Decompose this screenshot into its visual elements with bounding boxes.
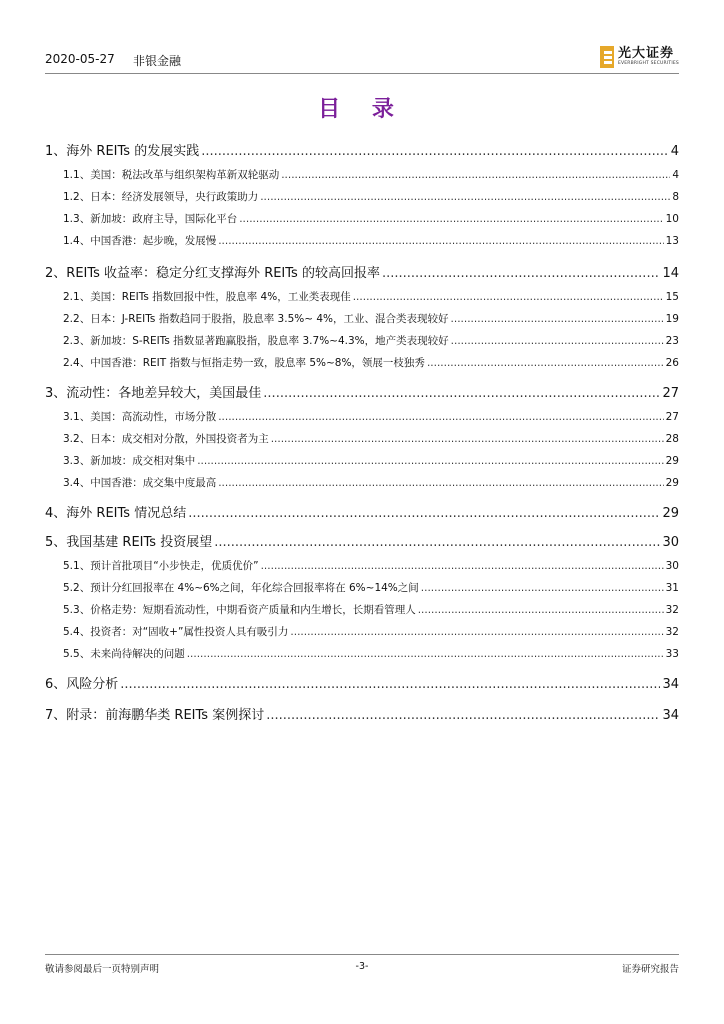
toc-entry-title: REITs 收益率：稳定分红支撑海外 REITs 的较高回报率 <box>66 266 380 281</box>
toc-entry-number: 6、 <box>45 677 67 692</box>
toc-section-entry[interactable] <box>45 211 679 226</box>
toc-entry-page: 14 <box>662 266 679 281</box>
toc-entry-title: 美国：REITs 指数回报中性，股息率 4%，工业类表现佳 <box>90 291 351 303</box>
toc-entry-number: 5.4、 <box>63 626 91 638</box>
toc-entry-title: 预计首批项目“小步快走，优质优价” <box>90 560 259 572</box>
toc-chapter-entry[interactable] <box>45 704 679 723</box>
disclaimer-note: 敬请参阅最后一页特别声明 <box>45 964 160 975</box>
toc-leader-dots <box>290 626 663 638</box>
toc-section-entry[interactable] <box>45 167 679 182</box>
toc-entry-page: 34 <box>662 708 679 723</box>
report-date: 2020-05-27 <box>45 52 115 66</box>
toc-chapter-entry[interactable] <box>45 531 679 550</box>
toc-entry-number: 5.3、 <box>63 604 91 616</box>
toc-section-entry[interactable] <box>45 646 679 661</box>
toc-leader-dots <box>266 708 660 723</box>
toc-leader-dots <box>261 560 664 572</box>
toc-section-entry[interactable] <box>45 475 679 490</box>
toc-entry-page: 33 <box>665 648 679 660</box>
toc-entry-title: 日本：J-REITs 指数趋同于股指，股息率 3.5%~ 4%，工业、混合类表现较好 <box>90 313 449 325</box>
header-divider <box>45 73 679 74</box>
toc-leader-dots <box>382 266 660 281</box>
toc-entry-number: 3、 <box>45 386 67 401</box>
toc-leader-dots <box>418 604 664 616</box>
toc-entry-page: 4 <box>672 169 679 181</box>
toc-entry-title: 投资者：对“固收+”属性投资人具有吸引力 <box>90 626 289 638</box>
toc-leader-dots <box>218 477 663 489</box>
toc-entry-number: 1.3、 <box>63 213 91 225</box>
toc-entry-title: 海外 REITs 的发展实践 <box>66 144 200 159</box>
toc-leader-dots <box>271 433 664 445</box>
toc-entry-title: 预计分红回报率在 4%~6%之间，年化综合回报率将在 6%~14%之间 <box>90 582 419 594</box>
toc-leader-dots <box>451 335 664 347</box>
toc-entry-page: 8 <box>672 191 679 203</box>
footer-divider <box>45 954 679 955</box>
toc-entry-title: 我国基建 REITs 投资展望 <box>66 535 213 550</box>
sector-label: 非银金融 <box>133 54 182 68</box>
toc-section-entry[interactable] <box>45 453 679 468</box>
toc-section-entry[interactable] <box>45 333 679 348</box>
toc-entry-page: 29 <box>665 455 679 467</box>
toc-entry-page: 13 <box>665 235 679 247</box>
toc-chapter-entry[interactable] <box>45 140 679 159</box>
toc-section-entry[interactable] <box>45 624 679 639</box>
toc-entry-title: 中国香港：REIT 指数与恒指走势一致，股息率 5%~8%，领展一枝独秀 <box>90 357 425 369</box>
toc-section-entry[interactable] <box>45 558 679 573</box>
toc-entry-title: 附录：前海鹏华类 REITs 案例探讨 <box>66 708 265 723</box>
toc-entry-page: 28 <box>665 433 679 445</box>
toc-entry-title: 价格走势：短期看流动性，中期看资产质量和内生增长，长期看管理人 <box>90 604 416 616</box>
company-logo <box>600 46 679 68</box>
toc-leader-dots <box>281 169 670 181</box>
toc-entry-title: 新加坡：S-REITs 指数显著跑赢股指，股息率 3.7%~4.3%，地产类表现较好 <box>90 335 449 347</box>
toc-entry-number: 3.4、 <box>63 477 91 489</box>
toc-leader-dots <box>451 313 664 325</box>
toc-section-entry[interactable] <box>45 311 679 326</box>
toc-entry-page: 19 <box>665 313 679 325</box>
toc-section-entry[interactable] <box>45 233 679 248</box>
toc-leader-dots <box>188 506 660 521</box>
toc-entry-number: 3.2、 <box>63 433 91 445</box>
toc-entry-page: 31 <box>665 582 679 594</box>
toc-entry-title: 美国：高流动性，市场分散 <box>90 411 217 423</box>
toc-entry-page: 15 <box>665 291 679 303</box>
toc-leader-dots <box>263 386 660 401</box>
toc-entry-number: 2、 <box>45 266 67 281</box>
toc-entry-title: 流动性：各地差异较大，美国最佳 <box>66 386 262 401</box>
toc-leader-dots <box>201 144 669 159</box>
toc-entry-page: 10 <box>665 213 679 225</box>
toc-entry-title: 日本：成交相对分散，外国投资者为主 <box>90 433 269 445</box>
page-number: -3- <box>355 961 369 972</box>
toc-entry-number: 5.2、 <box>63 582 91 594</box>
toc-entry-page: 26 <box>665 357 679 369</box>
toc-entry-page: 30 <box>665 560 679 572</box>
toc-section-entry[interactable] <box>45 189 679 204</box>
toc-entry-number: 1、 <box>45 144 67 159</box>
toc-entry-number: 1.4、 <box>63 235 91 247</box>
toc-chapter-entry[interactable] <box>45 262 679 281</box>
toc-leader-dots <box>427 357 664 369</box>
toc-leader-dots <box>218 411 663 423</box>
toc-entry-page: 29 <box>665 477 679 489</box>
toc-entry-number: 3.3、 <box>63 455 91 467</box>
toc-entry-title: 海外 REITs 情况总结 <box>66 506 187 521</box>
toc-entry-page: 4 <box>670 144 679 159</box>
toc-entry-title: 风险分析 <box>66 677 119 692</box>
toc-leader-dots <box>260 191 670 203</box>
toc-section-entry[interactable] <box>45 580 679 595</box>
report-type: 证券研究报告 <box>621 964 679 975</box>
toc-leader-dots <box>214 535 660 550</box>
toc-leader-dots <box>421 582 664 594</box>
toc-chapter-entry[interactable] <box>45 382 679 401</box>
toc-entry-page: 27 <box>665 411 679 423</box>
logo-e-icon <box>600 46 614 68</box>
toc-entry-page: 32 <box>665 604 679 616</box>
toc-entry-page: 27 <box>662 386 679 401</box>
toc-chapter-entry[interactable] <box>45 673 679 692</box>
toc-entry-title: 未来尚待解决的问题 <box>90 648 185 660</box>
toc-entry-number: 5.1、 <box>63 560 91 572</box>
toc-leader-dots <box>239 213 663 225</box>
toc-section-entry[interactable] <box>45 409 679 424</box>
toc-section-entry[interactable] <box>45 431 679 446</box>
toc-entry-title: 新加坡：成交相对集中 <box>90 455 196 467</box>
toc-entry-page: 34 <box>662 677 679 692</box>
toc-entry-page: 29 <box>662 506 679 521</box>
toc-leader-dots <box>187 648 664 660</box>
toc-entry-number: 1.2、 <box>63 191 91 203</box>
toc-chapter-entry[interactable] <box>45 502 679 521</box>
toc-entry-number: 3.1、 <box>63 411 91 423</box>
toc-entry-number: 7、 <box>45 708 67 723</box>
toc-entry-number: 2.4、 <box>63 357 91 369</box>
toc-entry-title: 中国香港：起步晚，发展慢 <box>90 235 217 247</box>
toc-entry-title: 日本：经济发展领导，央行政策助力 <box>90 191 259 203</box>
logo-chinese-name: 光大证券 <box>617 46 674 62</box>
toc-leader-dots <box>218 235 663 247</box>
toc-entry-number: 1.1、 <box>63 169 91 181</box>
toc-leader-dots <box>353 291 664 303</box>
toc-entry-page: 23 <box>665 335 679 347</box>
toc-entry-page: 32 <box>665 626 679 638</box>
toc-entry-number: 5.5、 <box>63 648 91 660</box>
toc-entry-title: 中国香港：成交集中度最高 <box>90 477 217 489</box>
toc-entry-page: 30 <box>662 535 679 550</box>
page-title: 目 录 <box>318 96 406 122</box>
toc-entry-number: 5、 <box>45 535 67 550</box>
toc-section-entry[interactable] <box>45 289 679 304</box>
toc-entry-title: 美国：税法改革与组织架构革新双轮驱动 <box>90 169 280 181</box>
toc-entry-number: 4、 <box>45 506 67 521</box>
toc-leader-dots <box>197 455 663 467</box>
toc-entry-number: 2.2、 <box>63 313 91 325</box>
toc-leader-dots <box>120 677 660 692</box>
toc-section-entry[interactable] <box>45 602 679 617</box>
logo-english-name: EVERBRIGHT SECURITIES <box>617 61 679 67</box>
toc-section-entry[interactable] <box>45 355 679 370</box>
page-header <box>45 48 679 72</box>
toc-entry-number: 2.3、 <box>63 335 91 347</box>
toc-entry-title: 新加坡：政府主导，国际化平台 <box>90 213 238 225</box>
toc-entry-number: 2.1、 <box>63 291 91 303</box>
